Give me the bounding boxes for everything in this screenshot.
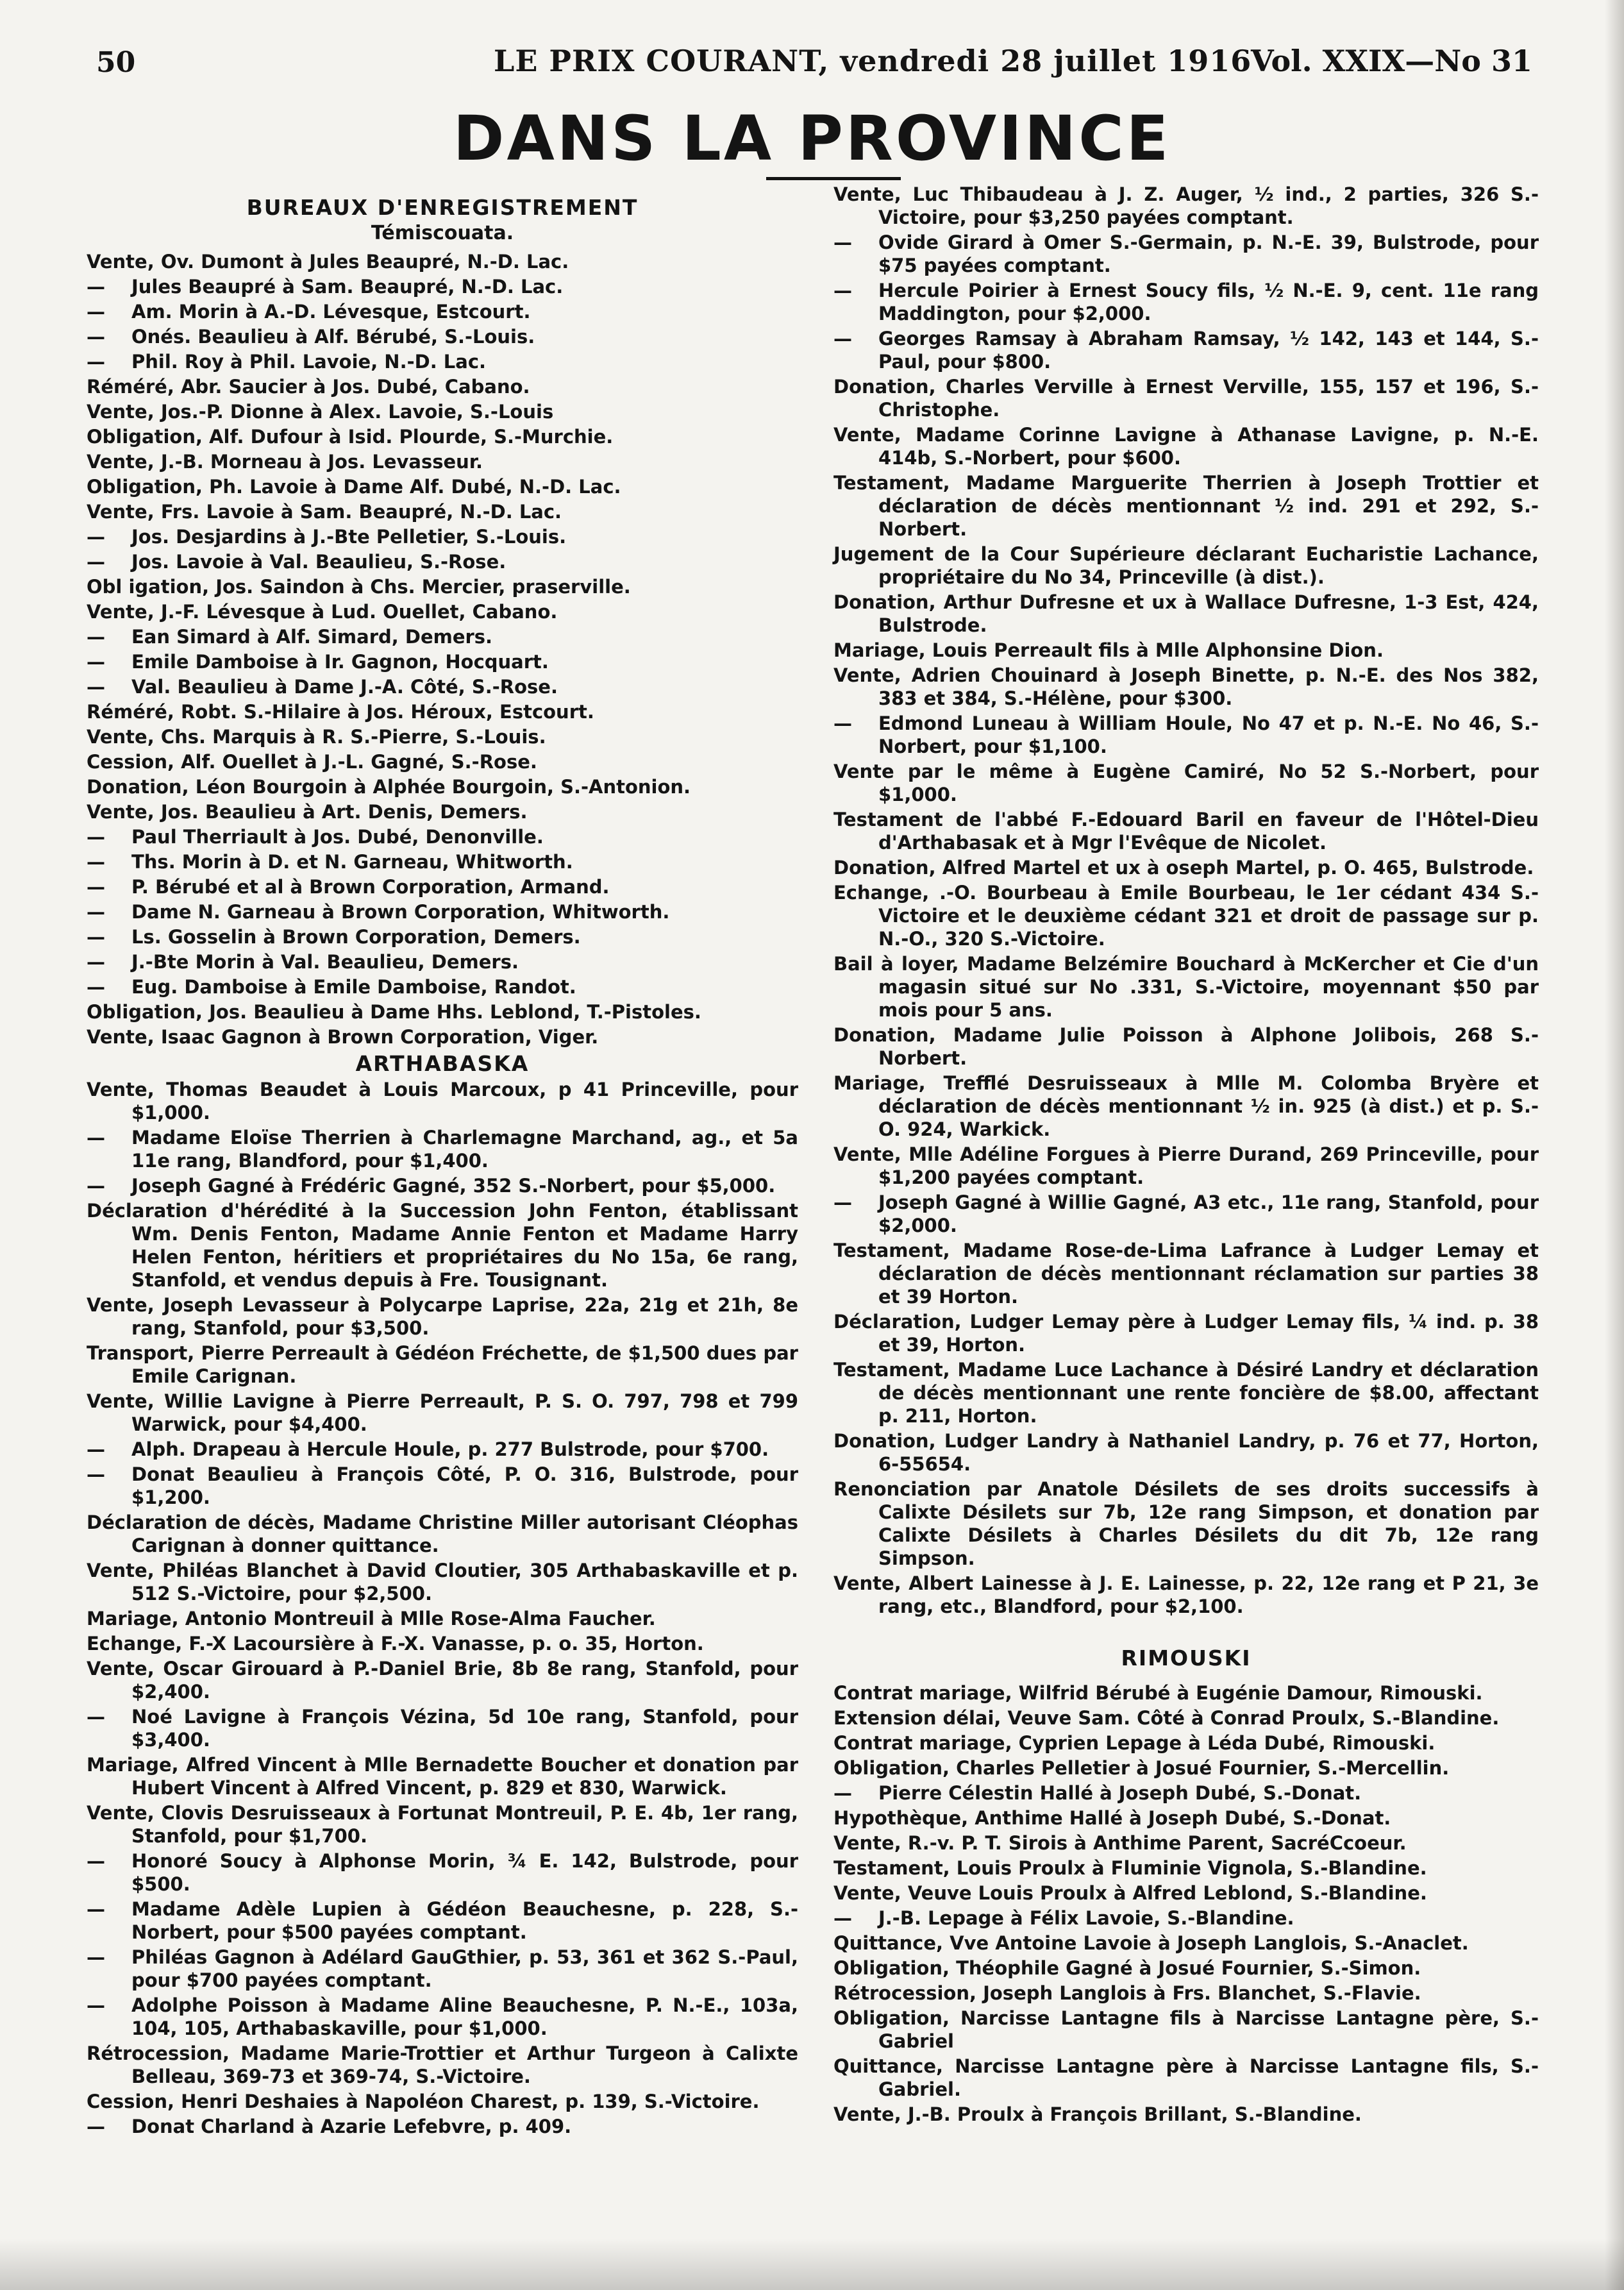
registry-entry: — Madame Eloïse Therrien à Charlemagne Marchand, ag., et 5a 11e rang, Blandford, pour $1,400. xyxy=(87,1126,798,1172)
registry-entry: Extension délai, Veuve Sam. Côté à Conrad Proulx, S.-Blandine. xyxy=(833,1707,1500,1729)
registry-entry: — Ls. Gosselin à Brown Corporation, Demers. xyxy=(87,925,798,948)
section-heading-rimouski: RIMOUSKI xyxy=(1121,1646,1251,1671)
registry-entry: Testament de l'abbé F.-Edouard Baril en faveur de l'Hôtel-Dieu d'Arthabasak et à Mgr l'Evêque de Nicolet. xyxy=(833,809,1539,854)
registry-entry: Obligation, Jos. Beaulieu à Dame Hhs. Leblond, T.-Pistoles. xyxy=(87,1001,701,1023)
page-title: DANS LA PROVINCE xyxy=(453,103,1171,174)
section-gap xyxy=(833,1620,1539,1643)
section-heading-arthabaska: ARTHABASKA xyxy=(355,1051,530,1076)
registry-entry: Vente, Mlle Adéline Forgues à Pierre Durand, 269 Princeville, pour $1,200 payées comptant. xyxy=(833,1143,1539,1188)
registry-entry: — Philéas Gagnon à Adélard GauGthier, p. 53, 361 et 362 S.-Paul, pour $700 payées comptant. xyxy=(87,1946,798,1992)
page-number: 50 xyxy=(96,46,136,79)
registry-entry: Mariage, Antonio Montreuil à Mlle Rose-Alma Faucher. xyxy=(87,1608,656,1629)
registry-entry: Donation, Léon Bourgoin à Alphée Bourgoin, S.-Antonion. xyxy=(87,776,691,798)
registry-entry: — Alph. Drapeau à Hercule Houle, p. 277 Bulstrode, pour $700. xyxy=(87,1438,798,1461)
registry-entry: Vente, Ov. Dumont à Jules Beaupré, N.-D. Lac. xyxy=(87,251,569,273)
registry-entry: — Donat Beaulieu à François Côté, P. O. 316, Bulstrode, pour $1,200. xyxy=(87,1463,798,1509)
subsection-heading-temiscouata: Témiscouata. xyxy=(371,222,514,244)
registry-entry: Vente, Madame Corinne Lavigne à Athanase Lavigne, p. N.-E. 414b, S.-Norbert, pour $600. xyxy=(833,424,1539,469)
title-underline xyxy=(766,177,901,180)
registry-entry: Hypothèque, Anthime Hallé à Joseph Dubé, S.-Donat. xyxy=(833,1807,1391,1829)
registry-entry: — J.-B. Lepage à Félix Lavoie, S.-Blandine. xyxy=(833,1907,1539,1930)
registry-entry: Vente, Albert Lainesse à J. E. Lainesse, p. 22, 12e rang et P 21, 3e rang, etc., Blandford, pour $2,100. xyxy=(833,1572,1539,1617)
registry-entry: — J.-Bte Morin à Val. Beaulieu, Demers. xyxy=(87,950,798,973)
registry-entry: — Georges Ramsay à Abraham Ramsay, ½ 142, 143 et 144, S.-Paul, pour $800. xyxy=(833,327,1539,373)
registry-entry: Transport, Pierre Perreault à Gédéon Fréchette, de $1,500 dues par Emile Carignan. xyxy=(87,1342,798,1387)
registry-entry: — P. Bérubé et al à Brown Corporation, Armand. xyxy=(87,875,798,898)
registry-entry: — Joseph Gagné à Frédéric Gagné, 352 S.-Norbert, pour $5,000. xyxy=(87,1174,798,1197)
left-column xyxy=(87,192,798,2140)
registry-entry: — Jos. Desjardins à J.-Bte Pelletier, S.-Louis. xyxy=(87,525,798,548)
registry-entry: Echange, F.-X Lacoursière à F.-X. Vanasse, p. o. 35, Horton. xyxy=(87,1633,704,1654)
registry-entry: — Jules Beaupré à Sam. Beaupré, N.-D. Lac. xyxy=(87,275,798,298)
registry-entry: — Adolphe Poisson à Madame Aline Beauchesne, P. N.-E., 103a, 104, 105, Arthabaskaville, pour $1,000. xyxy=(87,1994,798,2040)
registry-entry: — Paul Therriault à Jos. Dubé, Denonville. xyxy=(87,825,798,848)
registry-entry: — Am. Morin à A.-D. Lévesque, Estcourt. xyxy=(87,300,798,323)
registry-entry: — Madame Adèle Lupien à Gédéon Beauchesne, p. 228, S.-Norbert, pour $500 payées comptant. xyxy=(87,1898,798,1944)
page-bottom-shadow xyxy=(0,2239,1624,2290)
entry-list-arthabaska xyxy=(87,1078,798,2138)
entry-list-rimouski xyxy=(833,1681,1539,2126)
registry-entry: Vente, Joseph Levasseur à Polycarpe Laprise, 22a, 21g et 21h, 8e rang, Stanfold, pour $3,500. xyxy=(87,1294,798,1339)
registry-entry: Vente, Chs. Marquis à R. S.-Pierre, S.-Louis. xyxy=(87,726,546,748)
registry-entry: Obligation, Alf. Dufour à Isid. Plourde, S.-Murchie. xyxy=(87,426,614,448)
registry-entry: Vente, Luc Thibaudeau à J. Z. Auger, ½ ind., 2 parties, 326 S.-Victoire, pour $3,250 payées comptant. xyxy=(833,183,1539,228)
registry-entry: Vente, Philéas Blanchet à David Cloutier, 305 Arthabaskaville et p. 512 S.-Victoire, pour $2,500. xyxy=(87,1560,798,1604)
registry-entry: Echange, .-O. Bourbeau à Emile Bourbeau, le 1er cédant 434 S.-Victoire et le deuxième cédant 321 et droit de passage sur p. N.-O., 320 S.-Victoire. xyxy=(833,882,1539,950)
entry-list-arthabaska-continued xyxy=(833,183,1539,1618)
registry-entry: Vente, J.-B. Morneau à Jos. Levasseur. xyxy=(87,451,483,473)
registry-entry: Testament, Madame Rose-de-Lima Lafrance à Ludger Lemay et déclaration de décès mentionnant réclamation sur parties 38 et 39 Horton. xyxy=(833,1240,1539,1308)
registry-entry: Renonciation par Anatole Désilets de ses droits successifs à Calixte Désilets sur 7b, 12e rang Simpson, et donation par Calixte Désilets à Charles Désilets du dit 7b, 12e rang Simpson. xyxy=(833,1478,1539,1569)
registry-entry: Vente, Jos.-P. Dionne à Alex. Lavoie, S.-Louis xyxy=(87,401,554,423)
registry-entry: Déclaration de décès, Madame Christine Miller autorisant Cléophas Carignan à donner quittance. xyxy=(87,1511,798,1556)
registry-entry: — Honoré Soucy à Alphonse Morin, ¾ E. 142, Bulstrode, pour $500. xyxy=(87,1849,798,1896)
right-column xyxy=(833,183,1539,2128)
registry-entry: Vente, Jos. Beaulieu à Art. Denis, Demers. xyxy=(87,801,528,823)
registry-entry: — Eug. Damboise à Emile Damboise, Randot. xyxy=(87,975,798,998)
registry-entry: Vente, Clovis Desruisseaux à Fortunat Montreuil, P. E. 4b, 1er rang, Stanfold, pour $1,700. xyxy=(87,1802,798,1847)
registry-entry: — Donat Charland à Azarie Lefebvre, p. 409. xyxy=(87,2115,798,2138)
registry-entry: — Ths. Morin à D. et N. Garneau, Whitworth. xyxy=(87,850,798,873)
registry-entry: — Emile Damboise à Ir. Gagnon, Hocquart. xyxy=(87,650,798,673)
registry-entry: Donation, Arthur Dufresne et ux à Wallace Dufresne, 1-3 Est, 424, Bulstrode. xyxy=(833,591,1539,636)
registry-entry: Contrat mariage, Wilfrid Bérubé à Eugénie Damour, Rimouski. xyxy=(833,1682,1483,1704)
page-header xyxy=(96,38,1532,83)
registry-entry: Donation, Alfred Martel et ux à oseph Martel, p. O. 465, Bulstrode. xyxy=(833,857,1534,879)
registry-entry: — Jos. Lavoie à Val. Beaulieu, S.-Rose. xyxy=(87,550,798,573)
registry-entry: Contrat mariage, Cyprien Lepage à Léda Dubé, Rimouski. xyxy=(833,1732,1436,1754)
registry-entry: Mariage, Trefflé Desruisseaux à Mlle M. Colomba Bryère et déclaration de décès mentionnant ½ in. 925 (à dist.) et p. S.-O. 924, Warkick. xyxy=(833,1072,1539,1140)
volume-number: Vol. XXIX—No 31 xyxy=(1251,44,1532,78)
registry-entry: — Dame N. Garneau à Brown Corporation, Whitworth. xyxy=(87,900,798,923)
registry-entry: Testament, Madame Luce Lachance à Désiré Landry et déclaration de décès mentionnant une rente foncière de $8.00, affectant p. 211, Horton. xyxy=(833,1359,1539,1427)
registry-entry: Obligation, Narcisse Lantagne fils à Narcisse Lantagne père, S.-Gabriel xyxy=(833,2007,1539,2052)
registry-entry: — Noé Lavigne à François Vézina, 5d 10e rang, Stanfold, pour $3,400. xyxy=(87,1705,798,1751)
registry-entry: Quittance, Vve Antoine Lavoie à Joseph Langlois, S.-Anaclet. xyxy=(833,1932,1469,1954)
registry-entry: Obligation, Charles Pelletier à Josué Fournier, S.-Mercellin. xyxy=(833,1757,1450,1779)
registry-entry: Vente, J.-B. Proulx à François Brillant, S.-Blandine. xyxy=(833,2103,1362,2125)
registry-entry: — Phil. Roy à Phil. Lavoie, N.-D. Lac. xyxy=(87,350,798,373)
registry-entry: Donation, Ludger Landry à Nathaniel Landry, p. 76 et 77, Horton, 6-55654. xyxy=(833,1430,1539,1475)
registry-entry: Cession, Henri Deshaies à Napoléon Charest, p. 139, S.-Victoire. xyxy=(87,2091,760,2112)
registry-entry: Donation, Madame Julie Poisson à Alphone Jolibois, 268 S.-Norbert. xyxy=(833,1024,1539,1069)
registry-entry: Vente, Veuve Louis Proulx à Alfred Leblond, S.-Blandine. xyxy=(833,1882,1427,1904)
registry-entry: Quittance, Narcisse Lantagne père à Narcisse Lantagne fils, S.-Gabriel. xyxy=(833,2055,1539,2100)
registry-entry: — Ean Simard à Alf. Simard, Demers. xyxy=(87,625,798,648)
section-heading-bureaux: BUREAUX D'ENREGISTREMENT xyxy=(246,195,639,220)
registry-entry: Obligation, Théophile Gagné à Josué Fournier, S.-Simon. xyxy=(833,1957,1421,1979)
registry-entry: Vente, J.-F. Lévesque à Lud. Ouellet, Cabano. xyxy=(87,601,558,623)
registry-entry: Vente, Adrien Chouinard à Joseph Binette, p. N.-E. des Nos 382, 383 et 384, S.-Hélène, pour $300. xyxy=(833,664,1539,709)
registry-entry: Vente, Oscar Girouard à P.-Daniel Brie, 8b 8e rang, Stanfold, pour $2,400. xyxy=(87,1658,798,1703)
registry-entry: — Pierre Célestin Hallé à Joseph Dubé, S.-Donat. xyxy=(833,1781,1539,1805)
registry-entry: Vente, Isaac Gagnon à Brown Corporation, Viger. xyxy=(87,1026,599,1048)
registry-entry: Rétrocession, Joseph Langlois à Frs. Blanchet, S.-Flavie. xyxy=(833,1982,1421,2004)
registry-entry: Donation, Charles Verville à Ernest Verville, 155, 157 et 196, S.-Christophe. xyxy=(833,376,1539,421)
registry-entry: Réméré, Abr. Saucier à Jos. Dubé, Cabano. xyxy=(87,376,530,398)
registry-entry: — Hercule Poirier à Ernest Soucy fils, ½ N.-E. 9, cent. 11e rang Maddington, pour $2,000. xyxy=(833,279,1539,325)
registry-entry: Déclaration d'hérédité à la Succession John Fenton, établissant Wm. Denis Fenton, Madame Annie Fenton et Madame Harry Helen Fenton, héritiers et propriétaires du No 15a, 6e rang, Stanfold, et vendus depuis à Fre. Tousignant. xyxy=(87,1200,798,1291)
registry-entry: Testament, Louis Proulx à Fluminie Vignola, S.-Blandine. xyxy=(833,1857,1427,1879)
section-gap xyxy=(833,1672,1539,1681)
registry-entry: Testament, Madame Marguerite Therrien à Joseph Trottier et déclaration de décès mentionnant ½ ind. 291 et 292, S.-Norbert. xyxy=(833,472,1539,540)
page-edge-shadow xyxy=(1605,0,1624,2290)
registry-entry: — Val. Beaulieu à Dame J.-A. Côté, S.-Rose. xyxy=(87,675,798,698)
registry-entry: — Ovide Girard à Omer S.-Germain, p. N.-E. 39, Bulstrode, pour $75 payées comptant. xyxy=(833,231,1539,277)
registry-entry: Réméré, Robt. S.-Hilaire à Jos. Héroux, Estcourt. xyxy=(87,701,594,723)
registry-entry: Obl igation, Jos. Saindon à Chs. Mercier, praserville. xyxy=(87,576,631,598)
registry-entry: Bail à loyer, Madame Belzémire Bouchard à McKercher et Cie d'un magasin situé sur No .331, S.-Victoire, moyennant $50 par mois pour 5 ans. xyxy=(833,953,1539,1021)
registry-entry: — Joseph Gagné à Willie Gagné, A3 etc., 11e rang, Stanfold, pour $2,000. xyxy=(833,1191,1539,1237)
registry-entry: Mariage, Louis Perreault fils à Mlle Alphonsine Dion. xyxy=(833,639,1384,661)
registry-entry: Vente, Thomas Beaudet à Louis Marcoux, p 41 Princeville, pour $1,000. xyxy=(87,1079,798,1124)
registry-entry: Mariage, Alfred Vincent à Mlle Bernadette Boucher et donation par Hubert Vincent à Alfred Vincent, p. 829 et 830, Warwick. xyxy=(87,1754,798,1799)
registry-entry: Vente, Frs. Lavoie à Sam. Beaupré, N.-D. Lac. xyxy=(87,501,562,523)
registry-entry: Vente par le même à Eugène Camiré, No 52 S.-Norbert, pour $1,000. xyxy=(833,761,1539,805)
registry-entry: — Onés. Beaulieu à Alf. Bérubé, S.-Louis. xyxy=(87,325,798,348)
registry-entry: Obligation, Ph. Lavoie à Dame Alf. Dubé, N.-D. Lac. xyxy=(87,476,621,498)
registry-entry: Rétrocession, Madame Marie-Trottier et Arthur Turgeon à Calixte Belleau, 369-73 et 369-74, S.-Victoire. xyxy=(87,2042,798,2087)
registry-entry: Vente, Willie Lavigne à Pierre Perreault, P. S. O. 797, 798 et 799 Warwick, pour $4,400. xyxy=(87,1390,798,1435)
registry-entry: — Edmond Luneau à William Houle, No 47 et p. N.-E. No 46, S.-Norbert, pour $1,100. xyxy=(833,712,1539,758)
registry-entry: Vente, R.-v. P. T. Sirois à Anthime Parent, SacréCcoeur. xyxy=(833,1832,1407,1854)
registry-entry: Déclaration, Ludger Lemay père à Ludger Lemay fils, ¼ ind. p. 38 et 39, Horton. xyxy=(833,1311,1539,1356)
registry-entry: Cession, Alf. Ouellet à J.-L. Gagné, S.-Rose. xyxy=(87,751,537,773)
registry-entry: Jugement de la Cour Supérieure déclarant Eucharistie Lachance, propriétaire du No 34, Princeville (à dist.). xyxy=(833,543,1539,588)
running-title: LE PRIX COURANT, vendredi 28 juillet 1916 xyxy=(494,44,1252,78)
entry-list-temiscouata xyxy=(87,250,798,1048)
